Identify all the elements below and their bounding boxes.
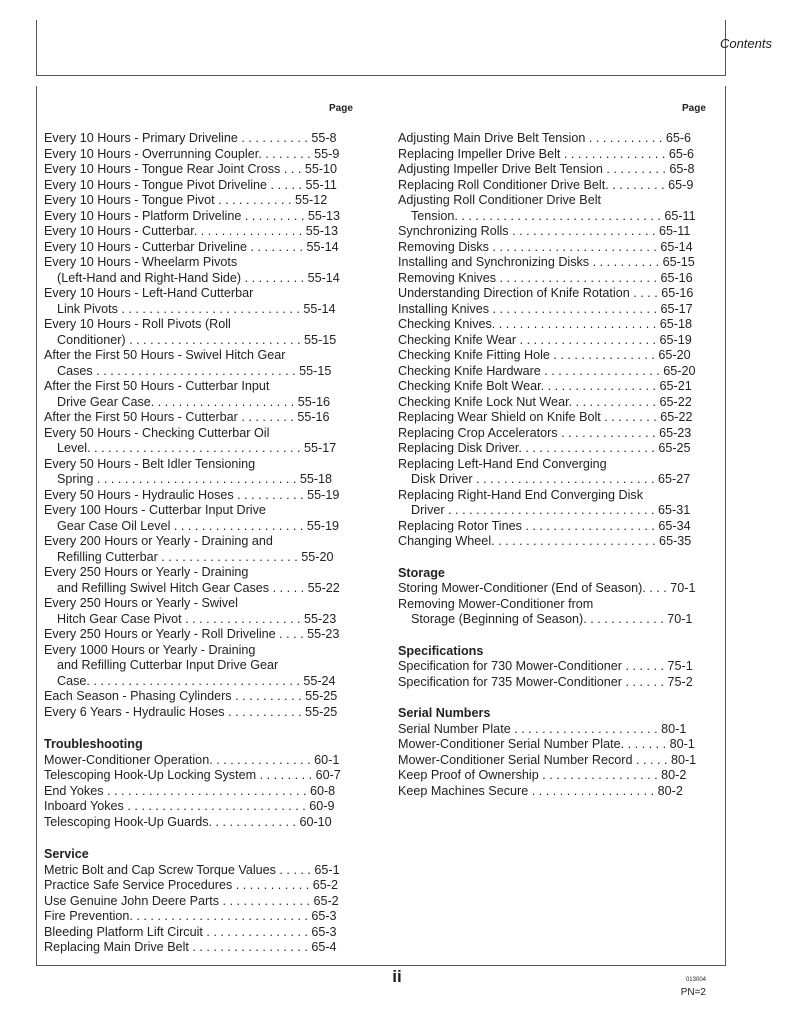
toc-entry: Inboard Yokes . . . . . . . . . . . . . . . . . . . . . . . . . . 60-9 [44,799,335,813]
toc-entry: Metric Bolt and Cap Screw Torque Values . . . . . 65-1 [44,862,340,877]
section-heading-serial-numbers: Serial Numbers [398,706,491,720]
toc-entry: Removing Knives . . . . . . . . . . . . . . . . . . . . . . . 65-16 [398,270,693,285]
toc-entry: Every 10 Hours - Primary Driveline . . . . . . . . . . 55-8 [44,131,337,145]
toc-entry: Every 50 Hours - Belt Idler Tensioning [44,456,256,471]
toc-entry: Every 10 Hours - Tongue Pivot Driveline . . . . . 55-11 [44,177,337,192]
toc-entry: Checking Knife Lock Nut Wear. . . . . . . . . . . . . 65-22 [398,394,692,409]
toc-group [398,722,708,800]
toc-entry: Checking Knife Fitting Hole . . . . . . . . . . . . . . . 65-20 [398,348,691,362]
toc-entry: Every 50 Hours - Checking Cutterbar Oil [44,425,270,440]
toc-entry: Driver . . . . . . . . . . . . . . . . . . . . . . . . . . . . . . 65-31 [411,503,691,517]
toc-entry: Disk Driver . . . . . . . . . . . . . . . . . . . . . . . . . . 65-27 [411,472,691,486]
section-heading-service: Service [44,847,89,861]
toc-entry: Every 250 Hours or Yearly - Draining [44,565,249,579]
toc-entry: After the First 50 Hours - Cutterbar Input [44,379,270,393]
page-title: Contents [719,36,772,51]
toc-entry: Spring . . . . . . . . . . . . . . . . . . . . . . . . . . . . . 55-18 [57,472,333,486]
toc-entry: Checking Knife Hardware . . . . . . . . . . . . . . . . . 65-20 [398,363,696,378]
toc-entry: Use Genuine John Deere Parts . . . . . . . . . . . . . 65-2 [44,893,339,908]
page-column-label-right: Page [682,103,706,114]
toc-entry: Synchronizing Rolls . . . . . . . . . . . . . . . . . . . . . 65-11 [398,224,691,238]
toc-entry: Cases . . . . . . . . . . . . . . . . . . . . . . . . . . . . . 55-15 [57,363,332,378]
toc-entry: Link Pivots . . . . . . . . . . . . . . . . . . . . . . . . . . 55-14 [57,301,336,316]
toc-entry: Replacing Crop Accelerators . . . . . . . . . . . . . . 65-23 [398,425,692,440]
toc-entry: Storage (Beginning of Season). . . . . . . . . . . . 70-1 [411,612,693,626]
section-heading-specifications: Specifications [398,643,484,658]
section-heading-storage: Storage [398,565,445,580]
toc-entry: Every 10 Hours - Platform Driveline . . . . . . . . . 55-13 [44,208,341,223]
toc-entry: Adjusting Main Drive Belt Tension . . . . . . . . . . . 65-6 [398,131,692,145]
toc-entry: (Left-Hand and Right-Hand Side) . . . . . . . . . 55-14 [57,270,340,285]
toc-group [44,863,354,956]
toc-entry: Every 10 Hours - Cutterbar Driveline . . . . . . . . 55-14 [44,239,339,254]
pn-label: PN=2 [680,987,706,998]
toc-entry: Checking Knife Bolt Wear. . . . . . . . . . . . . . . . . 65-21 [398,379,692,393]
toc-entry: Specification for 735 Mower-Conditioner . . . . . . 75-2 [398,674,693,689]
page-number: ii [392,967,402,986]
section-heading-troubleshooting: Troubleshooting [44,737,143,751]
toc-entry: Every 100 Hours - Cutterbar Input Drive [44,503,266,517]
toc-entry: Gear Case Oil Level . . . . . . . . . . . . . . . . . . . 55-19 [57,518,340,533]
toc-group [44,753,354,831]
toc-entry: Replacing Main Drive Belt . . . . . . . . . . . . . . . . . 65-4 [44,940,337,954]
toc-entry: and Refilling Cutterbar Input Drive Gear [57,658,279,672]
toc-entry: Every 200 Hours or Yearly - Draining and [44,534,273,548]
toc-entry: Replacing Impeller Drive Belt . . . . . . . . . . . . . . . 65-6 [398,146,695,161]
toc-entry: Replacing Left-Hand End Converging [398,456,607,471]
toc-entry: Hitch Gear Case Pivot . . . . . . . . . . . . . . . . . 55-23 [57,611,337,626]
toc-entry: Every 1000 Hours or Yearly - Draining [44,642,256,657]
toc-entry: Drive Gear Case. . . . . . . . . . . . . . . . . . . . . 55-16 [57,394,330,409]
toc-entry: Every 10 Hours - Tongue Pivot . . . . . . . . . . . 55-12 [44,193,328,207]
toc-entry: Every 6 Years - Hydraulic Hoses . . . . . . . . . . . 55-25 [44,704,338,719]
toc-entry: Mower-Conditioner Operation. . . . . . . . . . . . . . . 60-1 [44,752,340,767]
toc-entry: After the First 50 Hours - Swivel Hitch Gear [44,348,286,362]
toc-entry: Every 250 Hours or Yearly - Swivel [44,596,238,610]
toc-entry: Every 10 Hours - Wheelarm Pivots [44,255,238,269]
toc-group [398,659,708,690]
toc-entry: Every 250 Hours or Yearly - Roll Driveline . . . . 55-23 [44,627,340,641]
toc-entry: Fire Prevention. . . . . . . . . . . . . . . . . . . . . . . . . . 65-3 [44,909,337,923]
toc-entry: Every 10 Hours - Cutterbar. . . . . . . . . . . . . . . . 55-13 [44,224,338,238]
toc-entry: After the First 50 Hours - Cutterbar . . . . . . . . 55-16 [44,410,330,424]
toc-entry: Every 50 Hours - Hydraulic Hoses . . . . . . . . . . 55-19 [44,487,340,502]
toc-entry: Specification for 730 Mower-Conditioner . . . . . . 75-1 [398,659,693,673]
toc-entry: End Yokes . . . . . . . . . . . . . . . . . . . . . . . . . . . . . 60-8 [44,783,336,798]
toc-entry: Case. . . . . . . . . . . . . . . . . . . . . . . . . . . . . . . 55-24 [57,673,336,688]
toc-entry: Storing Mower-Conditioner (End of Season). . . . 70-1 [398,581,696,595]
toc-entry: Removing Disks . . . . . . . . . . . . . . . . . . . . . . . . 65-14 [398,239,693,254]
toc-entry: Telescoping Hook-Up Guards. . . . . . . . . . . . . 60-10 [44,814,332,829]
toc-group [398,131,708,550]
toc-entry: Replacing Rotor Tines . . . . . . . . . . . . . . . . . . . 65-34 [398,518,691,533]
toc-entry: Understanding Direction of Knife Rotation . . . . 65-16 [398,286,694,300]
toc-entry: Mower-Conditioner Serial Number Plate. . . . . . . 80-1 [398,737,695,751]
contents-column-right [398,131,708,799]
toc-entry: Keep Proof of Ownership . . . . . . . . . . . . . . . . . 80-2 [398,768,687,782]
toc-entry: Checking Knife Wear . . . . . . . . . . . . . . . . . . . . 65-19 [398,332,692,347]
toc-entry: Every 10 Hours - Tongue Rear Joint Cross . . . 55-10 [44,162,338,176]
toc-entry: Replacing Roll Conditioner Drive Belt. . . . . . . . . 65-9 [398,177,694,192]
toc-entry: Removing Mower-Conditioner from [398,596,594,611]
toc-entry: Bleeding Platform Lift Circuit . . . . . . . . . . . . . . . 65-3 [44,924,337,939]
toc-entry: Every 10 Hours - Roll Pivots (Roll [44,317,231,331]
toc-entry: Every 10 Hours - Overrunning Coupler. . . . . . . . 55-9 [44,146,340,161]
toc-entry: Installing Knives . . . . . . . . . . . . . . . . . . . . . . . . 65-17 [398,301,693,316]
toc-group [398,581,708,628]
toc-entry: Adjusting Roll Conditioner Drive Belt [398,193,601,207]
toc-group [44,131,354,720]
toc-entry: Checking Knives. . . . . . . . . . . . . . . . . . . . . . . . 65-18 [398,317,692,331]
toc-entry: Mower-Conditioner Serial Number Record . . . . . 80-1 [398,752,697,767]
toc-entry: and Refilling Swivel Hitch Gear Cases . . . . . 55-22 [57,580,340,595]
toc-entry: Replacing Right-Hand End Converging Disk [398,487,644,502]
toc-entry: Conditioner) . . . . . . . . . . . . . . . . . . . . . . . . . 55-15 [57,332,337,347]
page-column-label-left: Page [329,103,353,114]
toc-entry: Tension. . . . . . . . . . . . . . . . . . . . . . . . . . . . . . 65-11 [411,208,696,223]
toc-entry: Replacing Wear Shield on Knife Bolt . . . . . . . . 65-22 [398,410,693,424]
toc-entry: Keep Machines Secure . . . . . . . . . . . . . . . . . . 80-2 [398,783,683,798]
contents-column-left [44,131,354,956]
toc-entry: Each Season - Phasing Cylinders . . . . . . . . . . 55-25 [44,689,338,703]
toc-entry: Adjusting Impeller Drive Belt Tension . . . . . . . . . 65-8 [398,162,695,176]
document-code: 013004 [685,977,706,983]
toc-entry: Changing Wheel. . . . . . . . . . . . . . . . . . . . . . . . 65-35 [398,534,692,548]
toc-entry: Serial Number Plate . . . . . . . . . . . . . . . . . . . . . 80-1 [398,721,687,736]
toc-entry: Every 10 Hours - Left-Hand Cutterbar [44,286,254,300]
toc-entry: Telescoping Hook-Up Locking System . . . . . . . . 60-7 [44,768,341,782]
toc-entry: Refilling Cutterbar . . . . . . . . . . . . . . . . . . . . 55-20 [57,549,334,564]
toc-entry: Installing and Synchronizing Disks . . . . . . . . . . 65-15 [398,255,695,269]
toc-entry: Replacing Disk Driver. . . . . . . . . . . . . . . . . . . . 65-25 [398,441,691,455]
toc-entry: Practice Safe Service Procedures . . . . . . . . . . . 65-2 [44,878,338,892]
toc-entry: Level. . . . . . . . . . . . . . . . . . . . . . . . . . . . . . . 55-17 [57,441,337,455]
